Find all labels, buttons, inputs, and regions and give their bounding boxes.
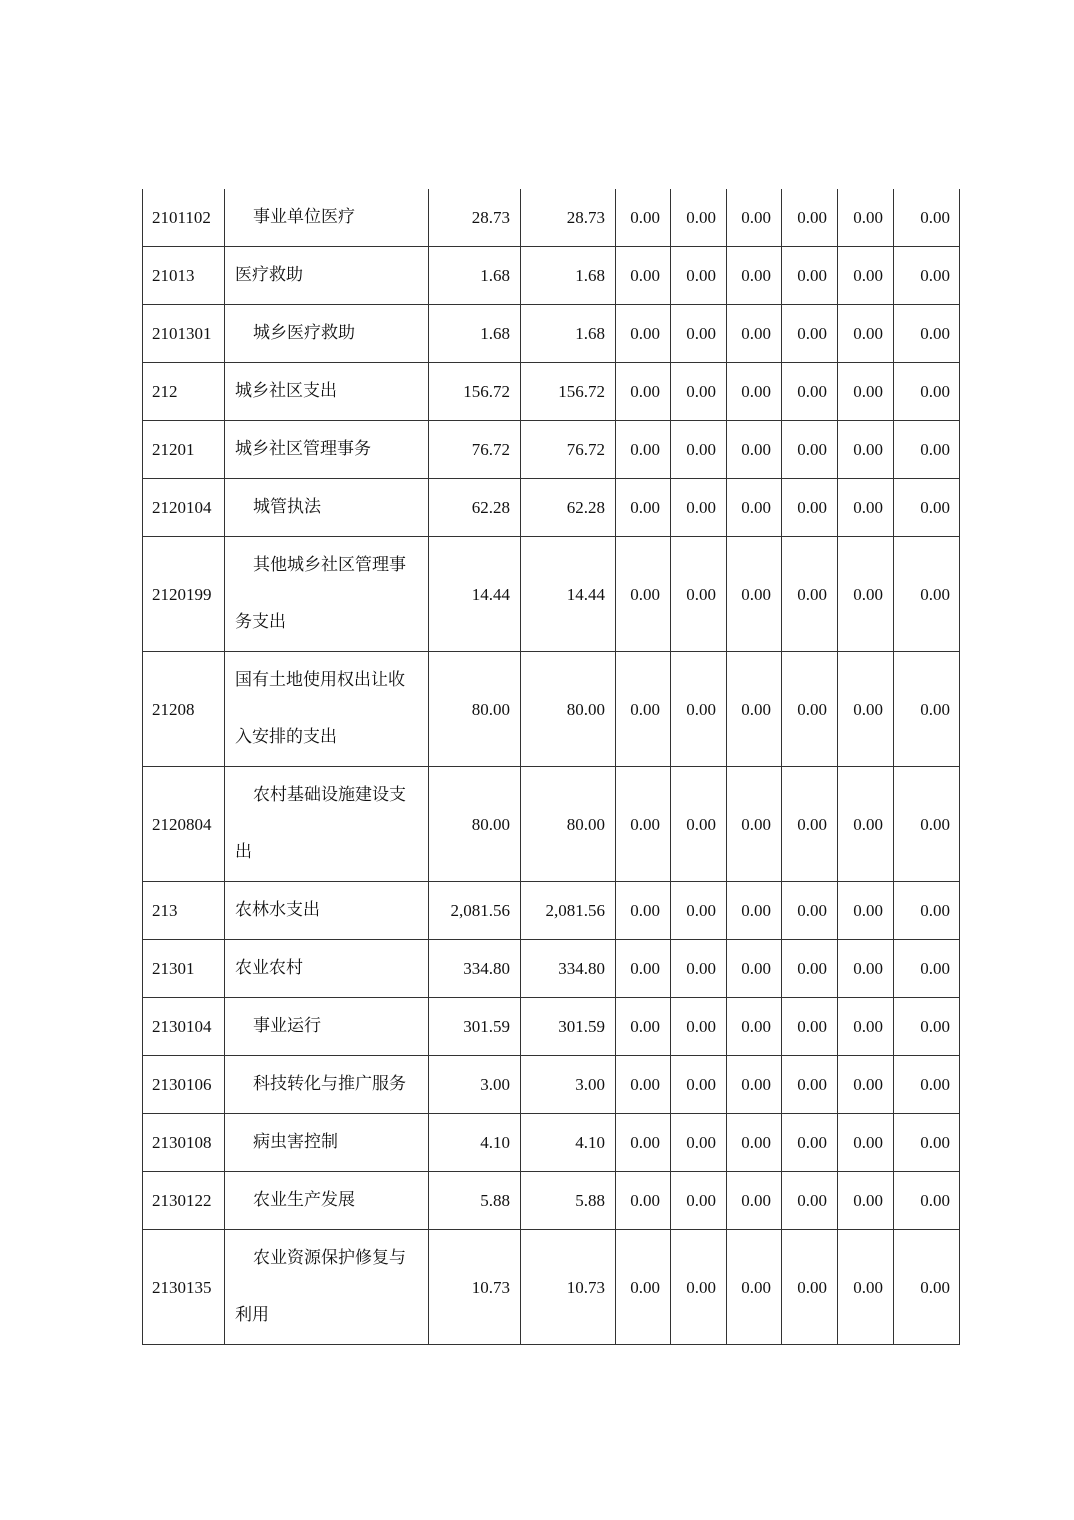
general-budget-amount-cell: 10.73 <box>521 1230 616 1345</box>
table-row <box>143 537 960 652</box>
other-fund-amount-cell: 0.00 <box>727 1230 782 1345</box>
subject-code-cell: 2130122 <box>143 1172 225 1230</box>
general-budget-amount-cell: 76.72 <box>521 421 616 479</box>
subject-code-cell: 21208 <box>143 652 225 767</box>
other-fund-amount-cell: 0.00 <box>727 363 782 421</box>
other-fund-amount-cell: 0.00 <box>727 247 782 305</box>
other-fund-amount-cell: 0.00 <box>616 479 671 537</box>
table-row <box>143 363 960 421</box>
other-fund-amount-cell: 0.00 <box>727 1172 782 1230</box>
other-fund-amount-cell: 0.00 <box>616 305 671 363</box>
other-fund-amount-cell: 0.00 <box>616 363 671 421</box>
general-budget-amount-cell: 4.10 <box>521 1114 616 1172</box>
subject-code-cell: 2130104 <box>143 998 225 1056</box>
other-fund-amount-cell: 0.00 <box>671 421 727 479</box>
subject-name-cell: 城管执法 <box>225 479 429 537</box>
subject-code-cell: 2120104 <box>143 479 225 537</box>
other-fund-amount-cell: 0.00 <box>782 189 838 247</box>
subject-code-cell: 2101102 <box>143 189 225 247</box>
other-fund-amount-cell: 0.00 <box>838 479 894 537</box>
general-budget-amount-cell: 5.88 <box>521 1172 616 1230</box>
other-fund-amount-cell: 0.00 <box>671 882 727 940</box>
subject-code-cell: 2130135 <box>143 1230 225 1345</box>
table-row <box>143 421 960 479</box>
general-budget-amount-cell: 301.59 <box>521 998 616 1056</box>
other-fund-amount-cell: 0.00 <box>894 363 960 421</box>
subject-name-cell: 科技转化与推广服务 <box>225 1056 429 1114</box>
subject-name-cell: 医疗救助 <box>225 247 429 305</box>
subject-name-cell: 农业生产发展 <box>225 1172 429 1230</box>
other-fund-amount-cell: 0.00 <box>616 767 671 882</box>
other-fund-amount-cell: 0.00 <box>671 189 727 247</box>
other-fund-amount-cell: 0.00 <box>616 1172 671 1230</box>
other-fund-amount-cell: 0.00 <box>838 652 894 767</box>
subject-code-cell: 21013 <box>143 247 225 305</box>
other-fund-amount-cell: 0.00 <box>782 767 838 882</box>
other-fund-amount-cell: 0.00 <box>671 1114 727 1172</box>
general-budget-amount-cell: 62.28 <box>521 479 616 537</box>
other-fund-amount-cell: 0.00 <box>838 537 894 652</box>
table-body <box>143 189 960 1345</box>
other-fund-amount-cell: 0.00 <box>782 247 838 305</box>
subject-code-cell: 21301 <box>143 940 225 998</box>
other-fund-amount-cell: 0.00 <box>894 305 960 363</box>
other-fund-amount-cell: 0.00 <box>727 998 782 1056</box>
other-fund-amount-cell: 0.00 <box>616 1056 671 1114</box>
other-fund-amount-cell: 0.00 <box>616 652 671 767</box>
other-fund-amount-cell: 0.00 <box>616 537 671 652</box>
subject-code-cell: 212 <box>143 363 225 421</box>
table-row <box>143 998 960 1056</box>
other-fund-amount-cell: 0.00 <box>616 1230 671 1345</box>
other-fund-amount-cell: 0.00 <box>894 940 960 998</box>
subject-name-cell: 农林水支出 <box>225 882 429 940</box>
other-fund-amount-cell: 0.00 <box>782 537 838 652</box>
other-fund-amount-cell: 0.00 <box>782 1230 838 1345</box>
other-fund-amount-cell: 0.00 <box>894 1056 960 1114</box>
total-amount-cell: 80.00 <box>429 652 521 767</box>
other-fund-amount-cell: 0.00 <box>727 305 782 363</box>
general-budget-amount-cell: 2,081.56 <box>521 882 616 940</box>
other-fund-amount-cell: 0.00 <box>838 305 894 363</box>
general-budget-amount-cell: 28.73 <box>521 189 616 247</box>
general-budget-amount-cell: 3.00 <box>521 1056 616 1114</box>
table-row <box>143 882 960 940</box>
total-amount-cell: 76.72 <box>429 421 521 479</box>
subject-name-cell: 城乡医疗救助 <box>225 305 429 363</box>
subject-code-cell: 2130106 <box>143 1056 225 1114</box>
other-fund-amount-cell: 0.00 <box>838 421 894 479</box>
other-fund-amount-cell: 0.00 <box>894 537 960 652</box>
subject-name-cell: 其他城乡社区管理事务支出 <box>225 537 429 652</box>
other-fund-amount-cell: 0.00 <box>894 652 960 767</box>
other-fund-amount-cell: 0.00 <box>727 940 782 998</box>
other-fund-amount-cell: 0.00 <box>838 998 894 1056</box>
other-fund-amount-cell: 0.00 <box>782 882 838 940</box>
general-budget-amount-cell: 1.68 <box>521 305 616 363</box>
other-fund-amount-cell: 0.00 <box>671 767 727 882</box>
total-amount-cell: 156.72 <box>429 363 521 421</box>
other-fund-amount-cell: 0.00 <box>727 882 782 940</box>
other-fund-amount-cell: 0.00 <box>616 882 671 940</box>
other-fund-amount-cell: 0.00 <box>838 940 894 998</box>
other-fund-amount-cell: 0.00 <box>671 652 727 767</box>
total-amount-cell: 28.73 <box>429 189 521 247</box>
other-fund-amount-cell: 0.00 <box>838 1230 894 1345</box>
subject-name-cell: 城乡社区管理事务 <box>225 421 429 479</box>
total-amount-cell: 4.10 <box>429 1114 521 1172</box>
total-amount-cell: 3.00 <box>429 1056 521 1114</box>
other-fund-amount-cell: 0.00 <box>671 940 727 998</box>
general-budget-amount-cell: 156.72 <box>521 363 616 421</box>
subject-name-cell: 农业资源保护修复与利用 <box>225 1230 429 1345</box>
other-fund-amount-cell: 0.00 <box>894 1172 960 1230</box>
subject-name-cell: 病虫害控制 <box>225 1114 429 1172</box>
other-fund-amount-cell: 0.00 <box>671 537 727 652</box>
other-fund-amount-cell: 0.00 <box>671 363 727 421</box>
other-fund-amount-cell: 0.00 <box>782 421 838 479</box>
other-fund-amount-cell: 0.00 <box>894 1114 960 1172</box>
other-fund-amount-cell: 0.00 <box>727 1056 782 1114</box>
other-fund-amount-cell: 0.00 <box>894 882 960 940</box>
table-row <box>143 940 960 998</box>
other-fund-amount-cell: 0.00 <box>782 940 838 998</box>
table-row <box>143 479 960 537</box>
subject-name-cell: 农村基础设施建设支出 <box>225 767 429 882</box>
other-fund-amount-cell: 0.00 <box>894 479 960 537</box>
table-row <box>143 1172 960 1230</box>
subject-code-cell: 2130108 <box>143 1114 225 1172</box>
other-fund-amount-cell: 0.00 <box>616 421 671 479</box>
other-fund-amount-cell: 0.00 <box>838 1114 894 1172</box>
other-fund-amount-cell: 0.00 <box>838 1172 894 1230</box>
other-fund-amount-cell: 0.00 <box>782 652 838 767</box>
other-fund-amount-cell: 0.00 <box>838 247 894 305</box>
other-fund-amount-cell: 0.00 <box>671 247 727 305</box>
other-fund-amount-cell: 0.00 <box>838 767 894 882</box>
table-row <box>143 247 960 305</box>
subject-name-cell: 国有土地使用权出让收入安排的支出 <box>225 652 429 767</box>
other-fund-amount-cell: 0.00 <box>671 1172 727 1230</box>
other-fund-amount-cell: 0.00 <box>727 537 782 652</box>
other-fund-amount-cell: 0.00 <box>727 479 782 537</box>
subject-name-cell: 事业运行 <box>225 998 429 1056</box>
budget-expenditure-table <box>142 189 960 1345</box>
table-row <box>143 652 960 767</box>
general-budget-amount-cell: 334.80 <box>521 940 616 998</box>
total-amount-cell: 1.68 <box>429 305 521 363</box>
table-row <box>143 1114 960 1172</box>
other-fund-amount-cell: 0.00 <box>727 767 782 882</box>
other-fund-amount-cell: 0.00 <box>838 1056 894 1114</box>
general-budget-amount-cell: 80.00 <box>521 652 616 767</box>
other-fund-amount-cell: 0.00 <box>782 1056 838 1114</box>
other-fund-amount-cell: 0.00 <box>616 940 671 998</box>
general-budget-amount-cell: 1.68 <box>521 247 616 305</box>
table-row <box>143 305 960 363</box>
table-row <box>143 767 960 882</box>
other-fund-amount-cell: 0.00 <box>838 189 894 247</box>
other-fund-amount-cell: 0.00 <box>782 363 838 421</box>
other-fund-amount-cell: 0.00 <box>671 1230 727 1345</box>
other-fund-amount-cell: 0.00 <box>727 189 782 247</box>
other-fund-amount-cell: 0.00 <box>782 305 838 363</box>
other-fund-amount-cell: 0.00 <box>894 247 960 305</box>
other-fund-amount-cell: 0.00 <box>727 1114 782 1172</box>
subject-name-cell: 农业农村 <box>225 940 429 998</box>
total-amount-cell: 334.80 <box>429 940 521 998</box>
other-fund-amount-cell: 0.00 <box>894 189 960 247</box>
other-fund-amount-cell: 0.00 <box>782 1172 838 1230</box>
other-fund-amount-cell: 0.00 <box>782 479 838 537</box>
other-fund-amount-cell: 0.00 <box>894 998 960 1056</box>
subject-code-cell: 2120199 <box>143 537 225 652</box>
other-fund-amount-cell: 0.00 <box>782 1114 838 1172</box>
other-fund-amount-cell: 0.00 <box>894 421 960 479</box>
total-amount-cell: 10.73 <box>429 1230 521 1345</box>
other-fund-amount-cell: 0.00 <box>838 882 894 940</box>
subject-code-cell: 2101301 <box>143 305 225 363</box>
general-budget-amount-cell: 14.44 <box>521 537 616 652</box>
other-fund-amount-cell: 0.00 <box>894 1230 960 1345</box>
table-row <box>143 1056 960 1114</box>
total-amount-cell: 2,081.56 <box>429 882 521 940</box>
table-row <box>143 1230 960 1345</box>
budget-table-container <box>142 189 959 1345</box>
other-fund-amount-cell: 0.00 <box>727 421 782 479</box>
total-amount-cell: 5.88 <box>429 1172 521 1230</box>
total-amount-cell: 80.00 <box>429 767 521 882</box>
other-fund-amount-cell: 0.00 <box>838 363 894 421</box>
other-fund-amount-cell: 0.00 <box>671 998 727 1056</box>
other-fund-amount-cell: 0.00 <box>616 998 671 1056</box>
table-row <box>143 189 960 247</box>
other-fund-amount-cell: 0.00 <box>671 305 727 363</box>
other-fund-amount-cell: 0.00 <box>616 1114 671 1172</box>
subject-code-cell: 213 <box>143 882 225 940</box>
general-budget-amount-cell: 80.00 <box>521 767 616 882</box>
other-fund-amount-cell: 0.00 <box>894 767 960 882</box>
other-fund-amount-cell: 0.00 <box>727 652 782 767</box>
other-fund-amount-cell: 0.00 <box>616 247 671 305</box>
total-amount-cell: 301.59 <box>429 998 521 1056</box>
other-fund-amount-cell: 0.00 <box>616 189 671 247</box>
other-fund-amount-cell: 0.00 <box>671 1056 727 1114</box>
other-fund-amount-cell: 0.00 <box>782 998 838 1056</box>
subject-name-cell: 事业单位医疗 <box>225 189 429 247</box>
total-amount-cell: 62.28 <box>429 479 521 537</box>
subject-code-cell: 21201 <box>143 421 225 479</box>
total-amount-cell: 1.68 <box>429 247 521 305</box>
other-fund-amount-cell: 0.00 <box>671 479 727 537</box>
total-amount-cell: 14.44 <box>429 537 521 652</box>
subject-code-cell: 2120804 <box>143 767 225 882</box>
subject-name-cell: 城乡社区支出 <box>225 363 429 421</box>
